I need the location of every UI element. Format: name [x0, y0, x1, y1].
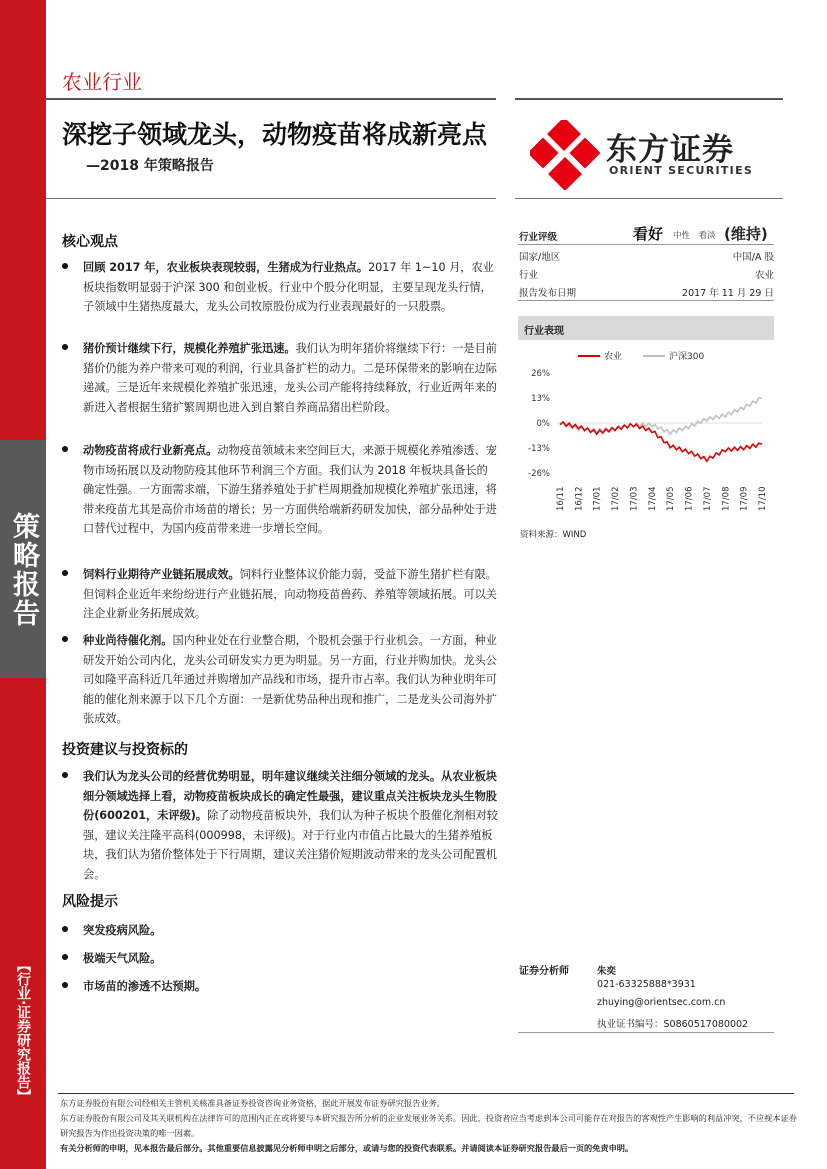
- x-tick-label: 17/07: [702, 486, 713, 511]
- chart-x-axis: [556, 487, 768, 512]
- rating-row-value: 2017 年 11 月 29 日: [682, 288, 774, 299]
- orient-logo-icon: [530, 120, 600, 190]
- risk-item: [62, 949, 498, 969]
- core-bullet: [62, 258, 498, 317]
- y-tick-label: -26%: [528, 469, 550, 479]
- logo-text-en: ORIENT SECURITIES: [609, 164, 754, 177]
- rating-row-key: 行业: [519, 270, 539, 281]
- x-tick-label: 17/02: [611, 486, 622, 511]
- performance-chart: [518, 345, 774, 525]
- rating-row-value: 中国/A 股: [732, 252, 774, 263]
- risk-item: [62, 921, 498, 941]
- divider: [518, 244, 774, 245]
- analyst-name: 朱奕: [597, 966, 617, 977]
- chart-source: 资料来源：WIND: [520, 530, 587, 540]
- footer-line: 有关分析师的申明，见本报告最后部分。其他重要信息披露见分析师申明之后部分，或请与您的投资代表联系。并请阅读本证券研究报告最后一页的免责申明。: [60, 1143, 634, 1153]
- section-heading-invest: 投资建议与投资标的: [62, 742, 188, 758]
- x-tick-label: 16/11: [556, 486, 566, 511]
- divider: [518, 1032, 774, 1033]
- section-heading-core: 核心观点: [62, 234, 118, 250]
- footer-line: 东方证券股份有限公司经相关主管机关核准具备证券投资咨询业务资格，据此开展发布证券研究报告业务。: [60, 1098, 445, 1108]
- footer-line: 东方证券股份有限公司及其关联机构在法律许可的范围内正在或将要与本研究报告所分析的企业发展业务关系。因此，投资者应当考虑到本公司可能存在对报告的客观性产生影响的利益冲突，不应视本证券研究报告为作出投资决策的唯一因素。: [60, 1113, 797, 1138]
- side-bar-top: [0, 0, 46, 440]
- divider: [515, 198, 783, 199]
- bullet-lead: 我们认为龙头公司的经营优势明显，明年建议继续关注细分领域的龙头。从农业板块细分领域选择上看，动物疫苗板块成长的确定性最强，建议重点关注板块龙头生物股份(600201，未评级)。: [83, 770, 497, 822]
- bullet-dot-icon: [62, 570, 68, 576]
- report-category: 策略报告: [8, 512, 39, 628]
- divider: [515, 98, 783, 100]
- chart-y-axis: [528, 369, 762, 479]
- logo-text-cn: 东方证券: [606, 132, 734, 168]
- section-heading-risk: 风险提示: [62, 894, 118, 910]
- y-tick-label: 13%: [531, 394, 550, 404]
- bullet-text: 除了动物疫苗板块外，我们认为种子板块个股催化剂相对较强，建议关注隆平高科(000998，未评级)。对于行业内市值占比最大的生猪养殖板块，我们认为猪价整体处于下行周期，建议关注猪价短期波动带来的龙头公司配置机会。: [83, 809, 498, 881]
- x-tick-label: 17/06: [684, 486, 695, 511]
- rating-row-key: 国家/地区: [519, 252, 561, 263]
- risk-item: [62, 977, 498, 997]
- report-subtitle: —2018 年策略报告: [86, 158, 214, 174]
- core-bullet: [62, 631, 498, 729]
- x-tick-label: 17/09: [739, 486, 750, 511]
- analyst-cert: 执业证书编号：S0860517080002: [597, 1019, 749, 1030]
- bullet-dot-icon: [62, 982, 68, 988]
- x-tick-label: 17/03: [629, 486, 640, 511]
- y-tick-label: 0%: [536, 419, 550, 429]
- bullet-text: 我们认为明年猪价将继续下行：一是目前猪价仍能为养户带来可观的利润，行业具备扩栏的动力。二是环保带来的影响在边际递减。三是近年来规模化养殖扩张迅速，龙头公司产能将持续释放，行业近两年来的新进入者根据生猪扩繁周期也进入到自繁自养商品猪出栏阶段。: [83, 342, 497, 414]
- risk-text: 极端天气风险。: [83, 952, 162, 965]
- industry-label: 农业行业: [62, 70, 142, 94]
- y-tick-label: 26%: [531, 369, 550, 379]
- series-line-沪深300: [560, 398, 762, 434]
- bullet-dot-icon: [62, 926, 68, 932]
- rating-row-value: 农业: [754, 270, 774, 281]
- divider: [518, 300, 774, 301]
- divider: [46, 98, 496, 100]
- legend-label: 沪深300: [669, 352, 705, 362]
- legend-label: 农业: [604, 352, 623, 362]
- bullet-text: 国内种业处在行业整合期，个股机会强于行业机会。一方面，种业研发开始公司内化，龙头公司研发实力更为明显。另一方面，行业并购加快。龙头公司如隆平高科近几年通过并购增加产品线和市场，提升市占率。我们认为种业明年可能的催化剂来源于以下几个方面：一是新优势品种出现和推广，二是龙头公司海外扩张成效。: [83, 634, 497, 725]
- x-tick-label: 17/01: [592, 486, 603, 511]
- invest-bullet: [62, 767, 498, 884]
- bullet-dot-icon: [62, 636, 68, 642]
- bullet-text: 饲料行业整体议价能力弱，受益下游生猪扩栏有限。但饲料企业近年来纷纷进行产业链拓展，向动物疫苗兽药、养殖等领域拓展。可以关注企业新业务拓展成效。: [83, 568, 497, 620]
- x-tick-label: 17/04: [647, 486, 658, 511]
- report-title: 深挖子领域龙头，动物疫苗将成新亮点: [62, 120, 488, 149]
- bullet-dot-icon: [62, 772, 68, 778]
- x-tick-label: 17/08: [721, 486, 732, 511]
- core-bullet: [62, 339, 498, 417]
- bullet-lead: 饲料行业期待产业链拓展成效。: [83, 568, 240, 581]
- bullet-dot-icon: [62, 263, 68, 269]
- core-bullet: [62, 441, 498, 539]
- rating-keep: (维持): [724, 225, 768, 243]
- footer-divider: [58, 1093, 794, 1094]
- bullet-dot-icon: [62, 344, 68, 350]
- x-tick-label: 17/05: [666, 486, 677, 511]
- bullet-lead: 动物疫苗将成行业新亮点。: [83, 444, 218, 457]
- rating-row-key: 报告发布日期: [519, 288, 577, 299]
- risk-text: 市场苗的渗透不达预期。: [83, 980, 207, 993]
- rating-options: 中性 看淡: [673, 231, 716, 241]
- performance-title: 行业表现: [524, 326, 564, 337]
- divider: [46, 198, 496, 199]
- analyst-label: 证券分析师: [519, 966, 569, 977]
- x-tick-label: 17/10: [758, 486, 768, 511]
- bullet-dot-icon: [62, 954, 68, 960]
- bullet-lead: 种业尚待催化剂。: [83, 634, 173, 647]
- y-tick-label: -13%: [528, 444, 550, 454]
- core-bullet: [62, 565, 498, 624]
- bullet-text: 2017 年 1~10 月，农业板块指数明显弱于沪深 300 和创业板。行业中个股分化明显，主要呈现龙头行情，子领域中生猪热度最大，龙头公司牧原股份成为行业表现最好的一只股票。: [83, 261, 494, 313]
- bullet-dot-icon: [62, 446, 68, 452]
- report-series: 【行业·证券研究报告】: [15, 958, 31, 1104]
- chart-legend: [578, 350, 704, 362]
- analyst-phone: 021-63325888*3931: [597, 979, 696, 990]
- bullet-text: 动物疫苗领域未来空间巨大，来源于规模化养殖渗透、宠物市场拓展以及动物防疫其他环节利润三个方面。我们认为 2018 年板块具备长的确定性强。一方面需求端，下游生猪养殖处于扩栏周期叠加规模化养殖扩张迅速，将带来疫苗尤其是高价市场苗的增长；另一方面供给端新药研发加快，部分品种处于进口替代过程中，为国内疫苗带来进一步增长空间。: [83, 444, 497, 535]
- x-tick-label: 16/12: [574, 486, 585, 511]
- rating-value: 看好: [633, 225, 664, 243]
- rating-label: 行业评级: [519, 232, 558, 243]
- bullet-lead: 猪价预计继续下行，规模化养殖扩张迅速。: [83, 342, 296, 355]
- bullet-lead: 回顾 2017 年，农业板块表现较弱，生猪成为行业热点。: [83, 261, 369, 274]
- analyst-email[interactable]: zhuying@orientsec.com.cn: [597, 997, 726, 1008]
- risk-text: 突发疫病风险。: [83, 924, 162, 937]
- chart-series: [560, 398, 762, 461]
